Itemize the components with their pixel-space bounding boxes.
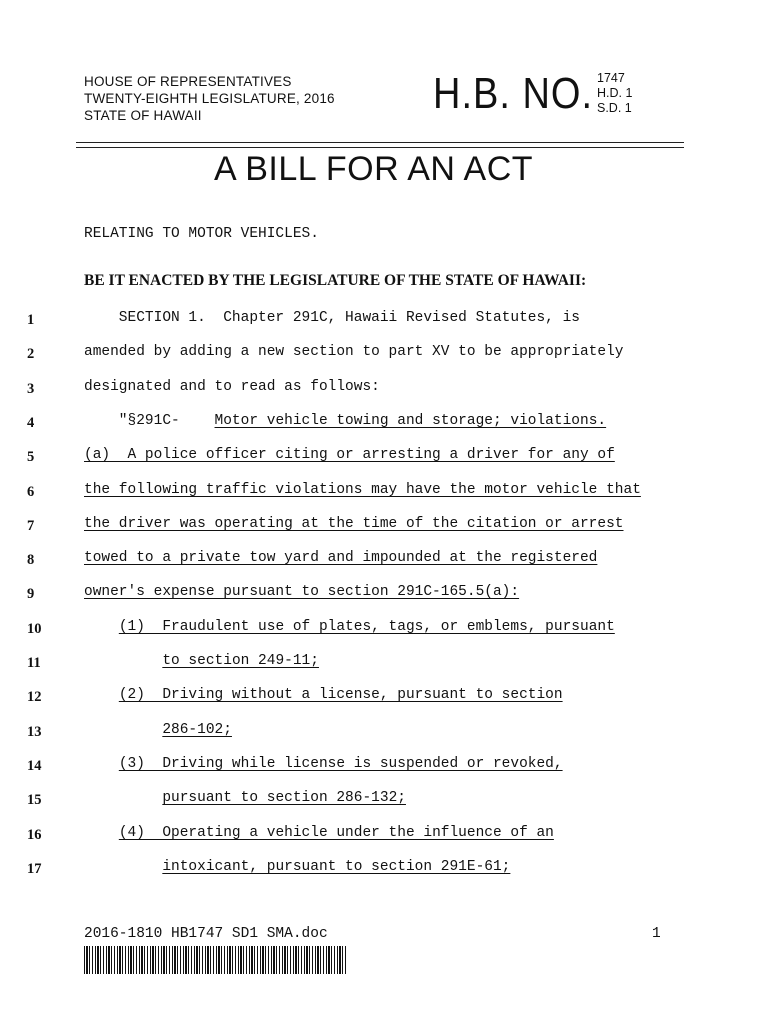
line-text: intoxicant, pursuant to section 291E-61; xyxy=(162,859,511,875)
line-number: 12 xyxy=(27,689,42,705)
header-block xyxy=(84,73,335,124)
line-text: the driver was operating at the time of the citation or arrest xyxy=(84,516,624,532)
line-number: 4 xyxy=(27,415,35,431)
line-text: to section 249-11; xyxy=(162,653,319,669)
line-number: 6 xyxy=(27,484,35,500)
bill-line xyxy=(84,790,406,806)
bill-meta xyxy=(597,71,632,116)
bill-line xyxy=(84,482,641,498)
line-text: (2) Driving without a license, pursuant to section xyxy=(118,687,563,703)
barcode xyxy=(84,946,346,974)
line-prefix xyxy=(84,756,119,772)
line-number: 10 xyxy=(27,621,42,637)
line-number: 1 xyxy=(27,312,35,328)
line-text: (a) A police officer citing or arresting a driver for any of xyxy=(84,447,615,463)
chamber-label: HOUSE OF REPRESENTATIVES xyxy=(84,74,292,89)
line-number: 15 xyxy=(27,792,42,808)
line-number: 9 xyxy=(27,586,35,602)
line-number: 3 xyxy=(27,381,35,397)
line-text: (4) Operating a vehicle under the influence of an xyxy=(118,825,554,841)
line-text: pursuant to section 286-132; xyxy=(162,790,406,806)
line-number: 5 xyxy=(27,449,35,465)
line-number: 11 xyxy=(27,655,41,671)
line-text: 286-102; xyxy=(162,722,232,738)
bill-line xyxy=(84,550,597,566)
bill-line xyxy=(84,379,380,395)
line-prefix xyxy=(84,825,119,841)
bill-line xyxy=(84,413,606,429)
line-prefix xyxy=(84,619,119,635)
bill-line xyxy=(84,584,519,600)
line-prefix xyxy=(84,722,162,738)
line-text: owner's expense pursuant to section 291C-165.5(a): xyxy=(84,584,520,600)
line-number: 13 xyxy=(27,724,42,740)
page-title: A BILL FOR AN ACT xyxy=(214,150,534,188)
bill-line xyxy=(84,619,615,635)
state-label: STATE OF HAWAII xyxy=(84,108,202,123)
line-number: 17 xyxy=(27,861,42,877)
line-text: amended by adding a new section to part XV to be appropriately xyxy=(84,344,624,360)
bill-line xyxy=(84,756,563,772)
bill-line xyxy=(84,859,510,875)
line-prefix xyxy=(84,687,119,703)
line-prefix xyxy=(84,859,162,875)
bill-line xyxy=(84,447,615,463)
line-text: designated and to read as follows: xyxy=(84,379,380,395)
page-number: 1 xyxy=(652,926,661,942)
line-prefix xyxy=(84,653,162,669)
enacting-clause: BE IT ENACTED BY THE LEGISLATURE OF THE STATE OF HAWAII: xyxy=(84,272,587,289)
line-text: towed to a private tow yard and impounded at the registered xyxy=(84,550,598,566)
bill-number: 1747 xyxy=(597,71,625,85)
bill-line xyxy=(84,516,624,532)
line-number: 2 xyxy=(27,346,35,362)
line-text: Motor vehicle towing and storage; violations. xyxy=(214,413,607,429)
bill-line xyxy=(84,722,232,738)
senate-draft: S.D. 1 xyxy=(597,101,632,115)
line-prefix: "§291C- xyxy=(84,413,215,429)
line-number: 16 xyxy=(27,827,42,843)
bill-line xyxy=(84,687,563,703)
bill-line xyxy=(84,344,624,360)
bill-label: H.B. NO. xyxy=(433,70,594,119)
line-number: 8 xyxy=(27,552,35,568)
line-number: 7 xyxy=(27,518,35,534)
bill-line xyxy=(84,310,580,326)
house-draft: H.D. 1 xyxy=(597,86,633,100)
footer-doc-id: 2016-1810 HB1747 SD1 SMA.doc xyxy=(84,926,328,942)
header-rule-top xyxy=(76,142,684,143)
line-prefix xyxy=(84,790,162,806)
line-number: 14 xyxy=(27,758,42,774)
line-text: (3) Driving while license is suspended or revoked, xyxy=(118,756,563,772)
line-text: the following traffic violations may have the motor vehicle that xyxy=(84,482,641,498)
line-text: SECTION 1. Chapter 291C, Hawaii Revised Statutes, is xyxy=(84,310,580,326)
header-rule-bottom xyxy=(76,147,684,148)
line-text: (1) Fraudulent use of plates, tags, or emblems, pursuant xyxy=(118,619,615,635)
relating-clause: RELATING TO MOTOR VEHICLES. xyxy=(84,226,319,242)
bill-line xyxy=(84,825,554,841)
legislature-label: TWENTY-EIGHTH LEGISLATURE, 2016 xyxy=(84,91,335,106)
bill-line xyxy=(84,653,319,669)
